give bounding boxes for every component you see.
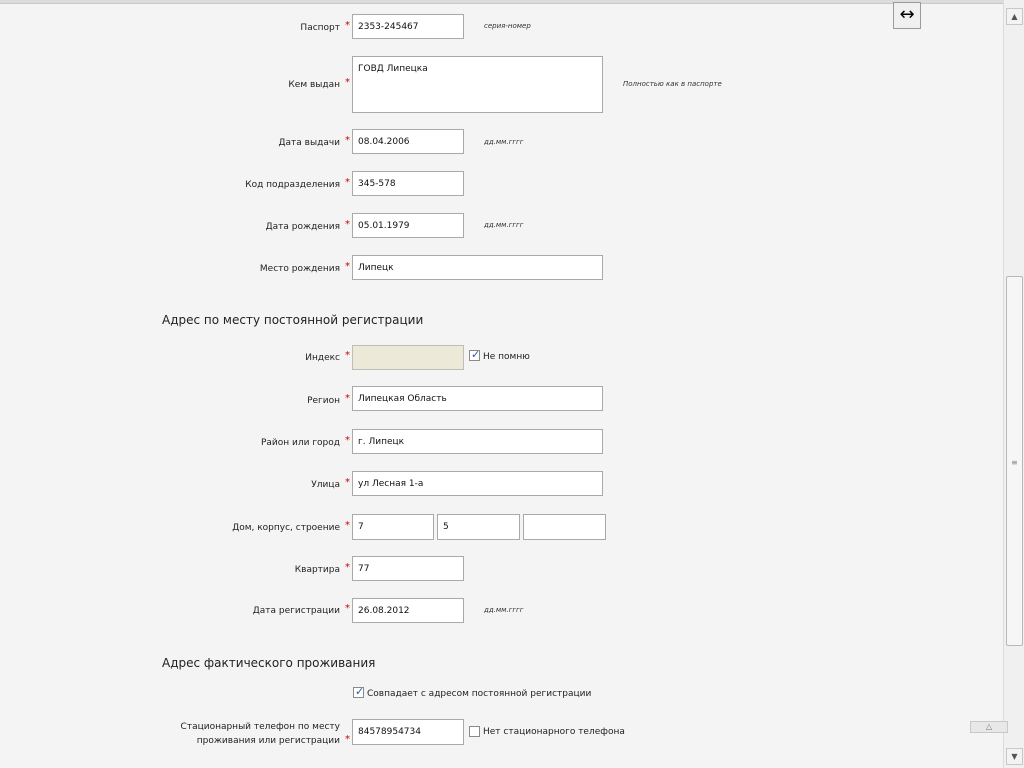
passport-input[interactable]: 2353-245467 [352, 14, 464, 39]
passport-hint: серия-номер [484, 22, 531, 30]
reg-date-hint: дд.мм.гггг [484, 606, 524, 614]
required-mark: * [345, 219, 350, 230]
reg-date-label: Дата регистрации [252, 606, 340, 616]
birth-place-label: Место рождения [259, 264, 340, 274]
birth-place-input[interactable]: Липецк [352, 255, 603, 280]
required-mark: * [345, 477, 350, 488]
phone-label-line-2: проживания или регистрации [196, 736, 340, 746]
grip-icon: ≡ [1011, 458, 1018, 467]
issued-by-textarea[interactable]: ГОВД Липецка [352, 56, 603, 113]
no-phone-checkbox[interactable] [469, 726, 480, 737]
building-input[interactable]: 5 [437, 514, 520, 540]
region-label: Регион [307, 396, 340, 406]
registration-section-title: Адрес по месту постоянной регистрации [162, 313, 424, 327]
required-mark: * [345, 135, 350, 146]
birth-date-label: Дата рождения [265, 222, 340, 232]
phone-label [181, 720, 340, 748]
top-divider [0, 0, 1003, 4]
index-input[interactable] [352, 345, 464, 370]
issue-date-label: Дата выдачи [278, 138, 340, 148]
region-input[interactable]: Липецкая Область [352, 386, 603, 411]
division-code-label: Код подразделения [245, 180, 340, 190]
street-input[interactable]: ул Лесная 1-а [352, 471, 603, 496]
required-mark: * [345, 435, 350, 446]
scroll-thumb[interactable] [1006, 276, 1023, 646]
required-mark: * [345, 261, 350, 272]
scroll-down-icon[interactable]: ▼ [1006, 748, 1023, 765]
scroll-up-icon[interactable]: ▲ [1006, 8, 1023, 25]
index-label: Индекс [305, 353, 340, 363]
scroll-to-top-icon[interactable]: △ [970, 721, 1008, 733]
required-mark: * [345, 350, 350, 361]
apartment-label: Квартира [294, 565, 340, 575]
house-label: Дом, корпус, строение [232, 523, 340, 533]
required-mark: * [345, 77, 350, 88]
actual-section-title: Адрес фактического проживания [162, 656, 376, 670]
apartment-input[interactable]: 77 [352, 556, 464, 581]
birth-date-input[interactable]: 05.01.1979 [352, 213, 464, 238]
dont-remember-label: Не помню [483, 352, 530, 362]
issue-date-hint: дд.мм.гггг [484, 138, 524, 146]
reg-date-input[interactable]: 26.08.2012 [352, 598, 464, 623]
required-mark: * [345, 734, 350, 745]
phone-input[interactable]: 84578954734 [352, 719, 464, 745]
issue-date-input[interactable]: 08.04.2006 [352, 129, 464, 154]
street-label: Улица [311, 480, 340, 490]
dont-remember-checkbox[interactable] [469, 350, 480, 361]
district-label: Район или город [260, 438, 340, 448]
same-address-label: Совпадает с адресом постоянной регистрации [367, 689, 592, 699]
issued-by-hint: Полностью как в паспорте [623, 80, 722, 88]
issued-by-label: Кем выдан [288, 80, 340, 90]
birth-date-hint: дд.мм.гггг [484, 221, 524, 229]
check-icon: ✓ [471, 348, 481, 361]
division-code-input[interactable]: 345-578 [352, 171, 464, 196]
no-phone-label: Нет стационарного телефона [483, 727, 625, 737]
house-number-input[interactable]: 7 [352, 514, 434, 540]
structure-input[interactable] [523, 514, 606, 540]
required-mark: * [345, 20, 350, 31]
phone-label-line-1: Стационарный телефон по месту [180, 722, 340, 732]
check-icon: ✓ [355, 685, 365, 698]
required-mark: * [345, 603, 350, 614]
required-mark: * [345, 562, 350, 573]
required-mark: * [345, 177, 350, 188]
required-mark: * [345, 520, 350, 531]
expand-icon[interactable]: ↔ [893, 2, 921, 29]
district-input[interactable]: г. Липецк [352, 429, 603, 454]
same-address-checkbox[interactable] [353, 687, 364, 698]
required-mark: * [345, 393, 350, 404]
passport-label: Паспорт [300, 23, 340, 33]
vertical-scrollbar[interactable] [1003, 0, 1024, 768]
